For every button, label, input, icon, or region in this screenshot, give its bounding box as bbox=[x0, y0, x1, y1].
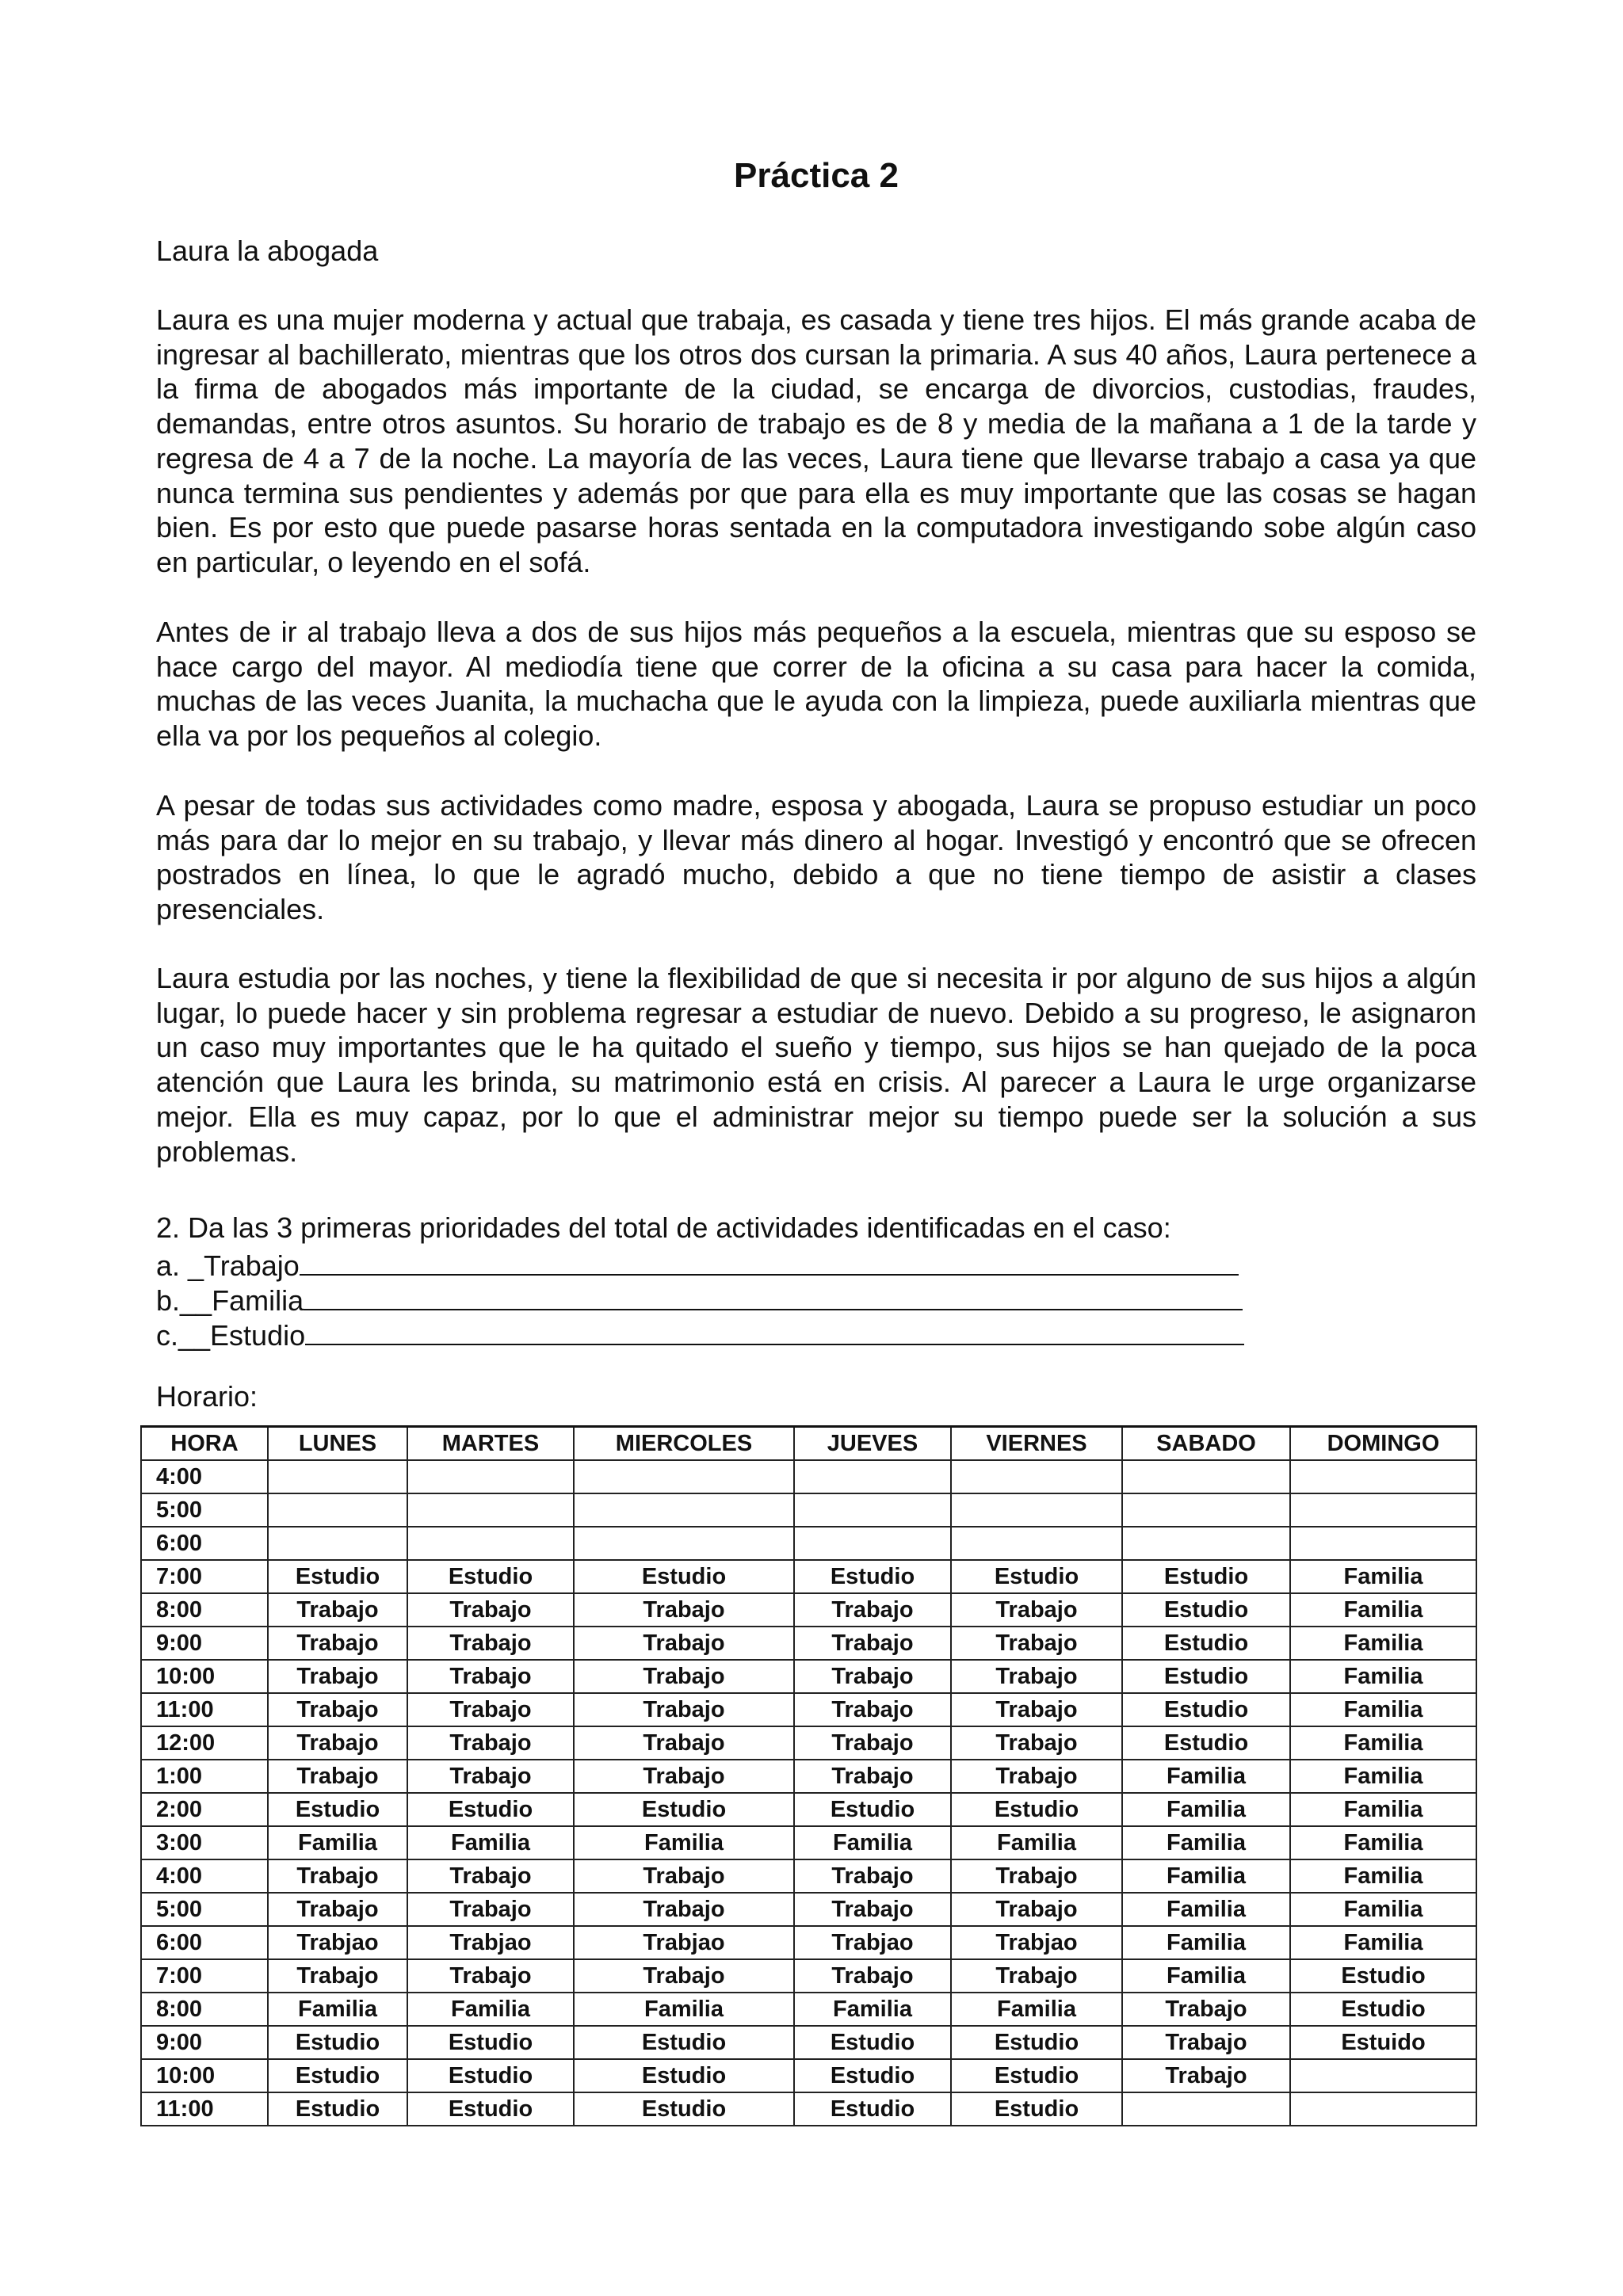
activity-cell bbox=[407, 1527, 574, 1560]
activity-cell: Familia bbox=[1290, 1859, 1476, 1893]
activity-cell: Familia bbox=[794, 1993, 951, 2026]
activity-cell: Trabajo bbox=[951, 1693, 1122, 1726]
activity-cell: Estudio bbox=[574, 1793, 794, 1826]
activity-cell: Estudio bbox=[951, 1560, 1122, 1593]
hour-cell: 6:00 bbox=[141, 1527, 268, 1560]
hour-cell: 9:00 bbox=[141, 2026, 268, 2059]
activity-cell bbox=[951, 1460, 1122, 1493]
hour-cell: 5:00 bbox=[141, 1493, 268, 1527]
activity-cell: Estudio bbox=[407, 2092, 574, 2126]
activity-cell bbox=[1290, 1527, 1476, 1560]
table-header-row bbox=[141, 1427, 1476, 1461]
activity-cell: Trabajo bbox=[268, 1593, 407, 1627]
hour-cell: 8:00 bbox=[141, 1993, 268, 2026]
activity-cell: Trabajo bbox=[574, 1859, 794, 1893]
activity-cell: Estudio bbox=[407, 2059, 574, 2092]
activity-cell: Familia bbox=[574, 1826, 794, 1859]
activity-cell bbox=[1122, 1527, 1290, 1560]
activity-cell: Trabajo bbox=[794, 1693, 951, 1726]
activity-cell: Trabajo bbox=[407, 1859, 574, 1893]
paragraph: A pesar de todas sus actividades como madre, esposa y abogada, Laura se propuso estudiar un poco más para dar lo mejor en su trabajo, y llevar más dinero al hogar. Investigó y encontró que se ofrecen postrados en línea, lo que le agradó mucho, debido a que no tiene tiempo de asistir a clases presenciales. bbox=[156, 789, 1476, 926]
activity-cell bbox=[1290, 2092, 1476, 2126]
hour-cell: 2:00 bbox=[141, 1793, 268, 1826]
activity-cell: Estudio bbox=[951, 1793, 1122, 1826]
activity-cell: Familia bbox=[1290, 1627, 1476, 1660]
hour-cell: 7:00 bbox=[141, 1959, 268, 1993]
activity-cell: Trabajo bbox=[268, 1726, 407, 1760]
activity-cell: Familia bbox=[1290, 1760, 1476, 1793]
activity-cell: Familia bbox=[574, 1993, 794, 2026]
activity-cell: Trabajo bbox=[407, 1726, 574, 1760]
activity-cell: Trabajo bbox=[407, 1693, 574, 1726]
hour-cell: 5:00 bbox=[141, 1893, 268, 1926]
activity-cell bbox=[1122, 1493, 1290, 1527]
activity-cell: Trabajo bbox=[794, 1660, 951, 1693]
activity-cell: Familia bbox=[1122, 1859, 1290, 1893]
activity-cell bbox=[268, 1460, 407, 1493]
activity-cell: Estudio bbox=[1122, 1593, 1290, 1627]
activity-cell: Trabajo bbox=[951, 1859, 1122, 1893]
hour-cell: 10:00 bbox=[141, 1660, 268, 1693]
activity-cell: Familia bbox=[794, 1826, 951, 1859]
activity-cell: Trabjao bbox=[268, 1926, 407, 1959]
table-row bbox=[141, 1493, 1476, 1527]
activity-cell: Trabajo bbox=[1122, 1993, 1290, 2026]
case-title: Laura la abogada bbox=[156, 235, 379, 267]
answer-prefix: a. _ bbox=[156, 1249, 204, 1282]
table-row bbox=[141, 2092, 1476, 2126]
hour-cell: 10:00 bbox=[141, 2059, 268, 2092]
answer-text: Estudio bbox=[210, 1319, 306, 1352]
answer-prefix: c.__ bbox=[156, 1319, 211, 1352]
activity-cell: Estudio bbox=[268, 2026, 407, 2059]
activity-cell: Familia bbox=[407, 1826, 574, 1859]
activity-cell: Trabajo bbox=[794, 1959, 951, 1993]
table-row bbox=[141, 1793, 1476, 1826]
column-header: LUNES bbox=[268, 1427, 407, 1461]
activity-cell: Estuido bbox=[1290, 2026, 1476, 2059]
activity-cell bbox=[1122, 2092, 1290, 2126]
activity-cell bbox=[407, 1460, 574, 1493]
activity-cell: Trabajo bbox=[407, 1959, 574, 1993]
table-row bbox=[141, 1926, 1476, 1959]
activity-cell: Trabjao bbox=[574, 1926, 794, 1959]
table-row bbox=[141, 1560, 1476, 1593]
activity-cell: Estudio bbox=[1122, 1726, 1290, 1760]
activity-cell: Estudio bbox=[268, 2059, 407, 2092]
activity-cell: Trabjao bbox=[407, 1926, 574, 1959]
activity-cell: Trabajo bbox=[574, 1893, 794, 1926]
activity-cell: Familia bbox=[1290, 1593, 1476, 1627]
table-row bbox=[141, 1760, 1476, 1793]
activity-cell bbox=[574, 1527, 794, 1560]
activity-cell: Trabajo bbox=[951, 1959, 1122, 1993]
paragraph: Laura es una mujer moderna y actual que trabaja, es casada y tiene tres hijos. El más grande acaba de ingresar al bachillerato, mientras que los otros dos cursan la primaria. A sus 40 años, Laura pertenece a la firma de abogados más importante de la ciudad, se encarga de divorcios, custodias, fraudes, demandas, entre otros asuntos. Su horario de trabajo es de 8 y media de la mañana a 1 de la tarde y regresa de 4 a 7 de la noche. La mayoría de las veces, Laura tiene que llevarse trabajo a casa ya que nunca termina sus pendientes y además por que para ella es muy importante que las cosas se hagan bien. Es por esto que puede pasarse horas sentada en la computadora investigando sobe algún caso en particular, o leyendo en el sofá. bbox=[156, 303, 1476, 578]
column-header: VIERNES bbox=[951, 1427, 1122, 1461]
activity-cell: Familia bbox=[1290, 1726, 1476, 1760]
activity-cell: Estudio bbox=[951, 2026, 1122, 2059]
answer-prefix: b.__ bbox=[156, 1284, 212, 1317]
activity-cell: Estudio bbox=[407, 1560, 574, 1593]
activity-cell: Estudio bbox=[574, 2092, 794, 2126]
activity-cell: Estudio bbox=[1122, 1660, 1290, 1693]
activity-cell: Estudio bbox=[794, 1793, 951, 1826]
column-header: MIERCOLES bbox=[574, 1427, 794, 1461]
activity-cell: Familia bbox=[1122, 1926, 1290, 1959]
activity-cell: Estudio bbox=[268, 2092, 407, 2126]
hour-cell: 12:00 bbox=[141, 1726, 268, 1760]
activity-cell: Familia bbox=[951, 1826, 1122, 1859]
activity-cell: Trabajo bbox=[951, 1760, 1122, 1793]
activity-cell: Familia bbox=[1122, 1826, 1290, 1859]
activity-cell: Estudio bbox=[574, 1560, 794, 1593]
activity-cell: Estudio bbox=[1290, 1993, 1476, 2026]
hour-cell: 9:00 bbox=[141, 1627, 268, 1660]
activity-cell: Estudio bbox=[794, 2092, 951, 2126]
activity-cell: Estudio bbox=[268, 1793, 407, 1826]
activity-cell: Familia bbox=[407, 1993, 574, 2026]
activity-cell: Trabajo bbox=[574, 1660, 794, 1693]
hour-cell: 11:00 bbox=[141, 2092, 268, 2126]
activity-cell: Trabajo bbox=[407, 1593, 574, 1627]
activity-cell: Familia bbox=[1290, 1693, 1476, 1726]
answer-underline bbox=[305, 1315, 1244, 1345]
activity-cell bbox=[794, 1460, 951, 1493]
activity-cell bbox=[951, 1493, 1122, 1527]
activity-cell bbox=[794, 1527, 951, 1560]
activity-cell: Estudio bbox=[574, 2026, 794, 2059]
hour-cell: 7:00 bbox=[141, 1560, 268, 1593]
hour-cell: 4:00 bbox=[141, 1460, 268, 1493]
activity-cell: Trabajo bbox=[794, 1726, 951, 1760]
activity-cell: Trabajo bbox=[951, 1660, 1122, 1693]
activity-cell: Familia bbox=[1122, 1959, 1290, 1993]
activity-cell bbox=[407, 1493, 574, 1527]
hour-cell: 3:00 bbox=[141, 1826, 268, 1859]
answer-text: Familia bbox=[212, 1284, 304, 1317]
activity-cell: Trabajo bbox=[951, 1726, 1122, 1760]
activity-cell bbox=[1290, 2059, 1476, 2092]
activity-cell bbox=[574, 1493, 794, 1527]
activity-cell: Trabajo bbox=[1122, 2026, 1290, 2059]
activity-cell bbox=[268, 1493, 407, 1527]
activity-cell: Estudio bbox=[794, 2059, 951, 2092]
column-header: DOMINGO bbox=[1290, 1427, 1476, 1461]
activity-cell bbox=[1122, 1460, 1290, 1493]
schedule-label: Horario: bbox=[156, 1380, 258, 1413]
table-row bbox=[141, 1527, 1476, 1560]
table-row bbox=[141, 1826, 1476, 1859]
answer-text: Trabajo bbox=[204, 1249, 300, 1282]
activity-cell: Trabajo bbox=[268, 1959, 407, 1993]
hour-cell: 11:00 bbox=[141, 1693, 268, 1726]
activity-cell: Trabajo bbox=[268, 1627, 407, 1660]
activity-cell: Familia bbox=[1122, 1893, 1290, 1926]
table-row bbox=[141, 1859, 1476, 1893]
table-row bbox=[141, 1660, 1476, 1693]
schedule-table bbox=[140, 1425, 1477, 2126]
question-text: 2. Da las 3 primeras prioridades del total de actividades identificadas en el caso: bbox=[156, 1211, 1171, 1244]
activity-cell: Estudio bbox=[407, 2026, 574, 2059]
activity-cell: Trabajo bbox=[407, 1660, 574, 1693]
activity-cell: Trabajo bbox=[407, 1760, 574, 1793]
activity-cell: Trabajo bbox=[268, 1660, 407, 1693]
activity-cell: Estudio bbox=[1290, 1959, 1476, 1993]
activity-cell: Estudio bbox=[407, 1793, 574, 1826]
answer-line-a bbox=[156, 1245, 1239, 1283]
paragraph: Antes de ir al trabajo lleva a dos de sus hijos más pequeños a la escuela, mientras que su esposo se hace cargo del mayor. Al mediodía tiene que correr de la oficina a su casa para hacer la comida, muchas de las veces Juanita, la muchacha que le ayuda con la limpieza, puede auxiliarla mientras que ella va por los pequeños al colegio. bbox=[156, 616, 1476, 753]
activity-cell: Familia bbox=[1290, 1826, 1476, 1859]
activity-cell: Estudio bbox=[951, 2092, 1122, 2126]
activity-cell bbox=[268, 1527, 407, 1560]
answer-underline bbox=[304, 1280, 1243, 1310]
activity-cell: Estudio bbox=[951, 2059, 1122, 2092]
page-title: Práctica 2 bbox=[734, 156, 899, 195]
table-row bbox=[141, 1460, 1476, 1493]
table-row bbox=[141, 1627, 1476, 1660]
column-header: SABADO bbox=[1122, 1427, 1290, 1461]
activity-cell: Familia bbox=[1290, 1926, 1476, 1959]
activity-cell: Familia bbox=[1122, 1760, 1290, 1793]
activity-cell: Estudio bbox=[1122, 1693, 1290, 1726]
activity-cell: Trabajo bbox=[268, 1760, 407, 1793]
activity-cell: Trabajo bbox=[574, 1726, 794, 1760]
activity-cell: Trabajo bbox=[951, 1627, 1122, 1660]
activity-cell: Familia bbox=[951, 1993, 1122, 2026]
activity-cell: Familia bbox=[268, 1993, 407, 2026]
hour-cell: 1:00 bbox=[141, 1760, 268, 1793]
table-row bbox=[141, 1726, 1476, 1760]
activity-cell: Trabajo bbox=[794, 1627, 951, 1660]
activity-cell: Trabjao bbox=[951, 1926, 1122, 1959]
activity-cell: Trabajo bbox=[574, 1593, 794, 1627]
activity-cell: Estudio bbox=[794, 2026, 951, 2059]
activity-cell bbox=[1290, 1493, 1476, 1527]
activity-cell: Estudio bbox=[794, 1560, 951, 1593]
activity-cell: Estudio bbox=[1122, 1627, 1290, 1660]
table-row bbox=[141, 2059, 1476, 2092]
activity-cell: Familia bbox=[268, 1826, 407, 1859]
hour-cell: 6:00 bbox=[141, 1926, 268, 1959]
activity-cell: Trabajo bbox=[574, 1760, 794, 1793]
activity-cell: Familia bbox=[1122, 1793, 1290, 1826]
answer-line-c bbox=[156, 1315, 1244, 1353]
activity-cell bbox=[794, 1493, 951, 1527]
table-row bbox=[141, 1593, 1476, 1627]
activity-cell: Trabajo bbox=[407, 1627, 574, 1660]
activity-cell: Trabajo bbox=[268, 1893, 407, 1926]
activity-cell: Estudio bbox=[1122, 1560, 1290, 1593]
activity-cell: Estudio bbox=[574, 2059, 794, 2092]
activity-cell bbox=[574, 1460, 794, 1493]
table-row bbox=[141, 1993, 1476, 2026]
column-header: HORA bbox=[141, 1427, 268, 1461]
activity-cell: Familia bbox=[1290, 1660, 1476, 1693]
activity-cell bbox=[951, 1527, 1122, 1560]
activity-cell: Trabajo bbox=[1122, 2059, 1290, 2092]
activity-cell: Trabajo bbox=[268, 1693, 407, 1726]
activity-cell: Trabajo bbox=[574, 1959, 794, 1993]
column-header: MARTES bbox=[407, 1427, 574, 1461]
activity-cell: Trabajo bbox=[951, 1893, 1122, 1926]
activity-cell: Trabajo bbox=[574, 1693, 794, 1726]
answer-underline bbox=[300, 1245, 1239, 1276]
activity-cell: Familia bbox=[1290, 1893, 1476, 1926]
activity-cell: Trabajo bbox=[951, 1593, 1122, 1627]
activity-cell: Trabajo bbox=[268, 1859, 407, 1893]
activity-cell: Trabajo bbox=[794, 1859, 951, 1893]
hour-cell: 8:00 bbox=[141, 1593, 268, 1627]
table-row bbox=[141, 2026, 1476, 2059]
table-row bbox=[141, 1893, 1476, 1926]
activity-cell: Familia bbox=[1290, 1793, 1476, 1826]
activity-cell: Familia bbox=[1290, 1560, 1476, 1593]
paragraph: Laura estudia por las noches, y tiene la flexibilidad de que si necesita ir por alguno de sus hijos a algún lugar, lo puede hacer y sin problema regresar a estudiar de nuevo. Debido a su progreso, le asignaron un caso muy importantes que le ha quitado el sueño y tiempo, sus hijos se han quejado de la poca atención que Laura les brinda, su matrimonio está en crisis. Al parecer a Laura le urge organizarse mejor. Ella es muy capaz, por lo que el administrar mejor su tiempo puede ser la solución a sus problemas. bbox=[156, 962, 1476, 1168]
answer-line-b bbox=[156, 1280, 1243, 1318]
activity-cell: Trabajo bbox=[794, 1760, 951, 1793]
activity-cell: Trabajo bbox=[407, 1893, 574, 1926]
activity-cell: Trabajo bbox=[794, 1593, 951, 1627]
activity-cell: Estudio bbox=[268, 1560, 407, 1593]
hour-cell: 4:00 bbox=[141, 1859, 268, 1893]
activity-cell: Trabajo bbox=[574, 1627, 794, 1660]
activity-cell bbox=[1290, 1460, 1476, 1493]
activity-cell: Trabajo bbox=[794, 1893, 951, 1926]
column-header: JUEVES bbox=[794, 1427, 951, 1461]
table-row bbox=[141, 1693, 1476, 1726]
table-row bbox=[141, 1959, 1476, 1993]
activity-cell: Trabjao bbox=[794, 1926, 951, 1959]
